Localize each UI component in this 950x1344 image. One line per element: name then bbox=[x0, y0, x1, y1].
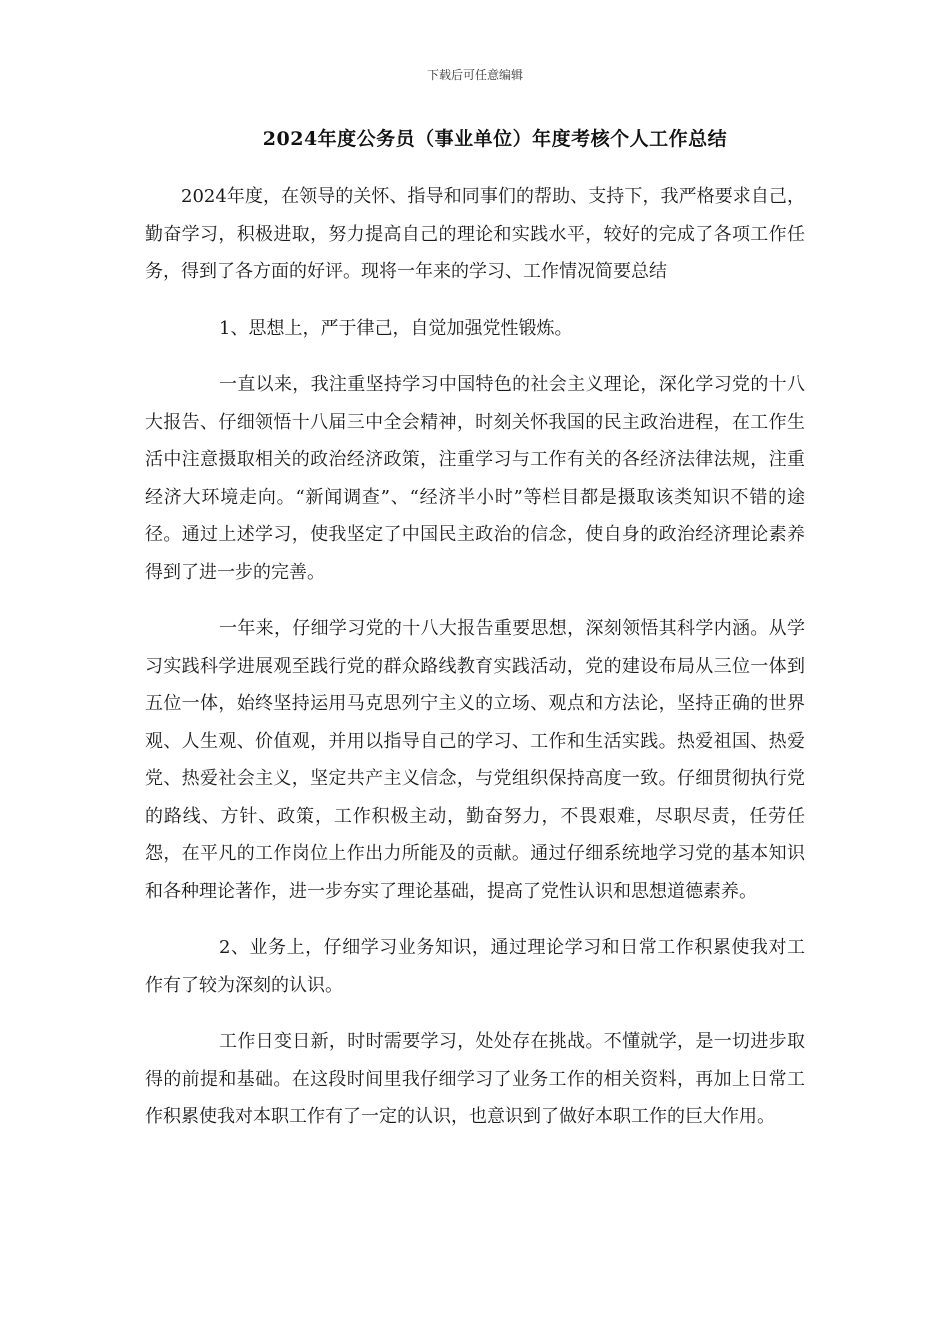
section-heading-2: 2、业务上，仔细学习业务知识，通过理论学习和日常工作积累使我对工作有了较为深刻的认识。 bbox=[145, 937, 805, 996]
section-heading-1: 1、思想上，严于律己，自觉加强党性锻炼。 bbox=[219, 317, 573, 339]
header-note: 下载后可任意编辑 bbox=[426, 68, 523, 82]
paragraph-work-learning: 工作日变日新，时时需要学习，处处存在挑战。不懂就学，是一切进步取得的前提和基础。在这段时间里我仔细学习了业务工作的相关资料，再加上日常工作积累使我对本职工作有了一定的认识，也意识到了做好本职工作的巨大作用。 bbox=[145, 1031, 805, 1127]
paragraph-theory-study: 一直以来，我注重坚持学习中国特色的社会主义理论，深化学习党的十八大报告、仔细领悟十八届三中全会精神，时刻关怀我国的民主政治进程，在工作生活中注意摄取相关的政治经济政策，注重学习与工作有关的各经济法律法规，注重经济大环境走向。“新闻调查”、“经济半小时”等栏目都是摄取该类知识不错的途径。通过上述学习，使我坚定了中国民主政治的信念，使自身的政治经济理论素养得到了进一步的完善。 bbox=[145, 374, 805, 583]
paragraph-intro: 2024年度，在领导的关怀、指导和同事们的帮助、支持下，我严格要求自己，勤奋学习，积极进取，努力提高自己的理论和实践水平，较好的完成了各项工作任务，得到了各方面的好评。现将一年来的学习、工作情况简要总结 bbox=[145, 186, 805, 282]
document-title: 2024年度公务员（事业单位）年度考核个人工作总结 bbox=[262, 128, 728, 150]
document-body bbox=[145, 178, 805, 1136]
paragraph-party-study: 一年来，仔细学习党的十八大报告重要思想，深刻领悟其科学内涵。从学习实践科学进展观至践行党的群众路线教育实践活动，党的建设布局从三位一体到五位一体，始终坚持运用马克思列宁主义的立场、观点和方法论，坚持正确的世界观、人生观、价值观，并用以指导自己的学习、工作和生活实践。热爱祖国、热爱党、热爱社会主义，坚定共产主义信念，与党组织保持高度一致。仔细贯彻执行党的路线、方针、政策，工作积极主动，勤奋努力，不畏艰难，尽职尽责，任劳任怨，在平凡的工作岗位上作出力所能及的贡献。通过仔细系统地学习党的基本知识和各种理论著作，进一步夯实了理论基础，提高了党性认识和思想道德素养。 bbox=[145, 618, 805, 902]
